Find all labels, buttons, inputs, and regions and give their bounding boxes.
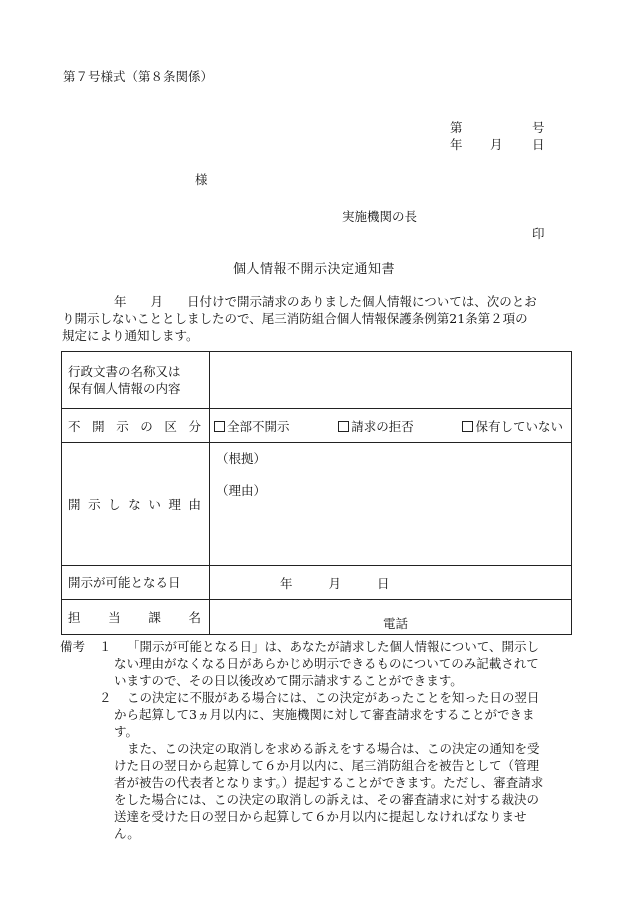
note-2-line-6: 者が被告の代表者となります。）提起することができます。ただし、審査請求 [114, 775, 544, 790]
label-reason: 開 示 し な い 理 由 [62, 443, 210, 566]
label-available-date: 開示が可能となる日 [62, 566, 210, 600]
option-request-refused[interactable]: 請求の拒否 [338, 417, 414, 435]
intro-paragraph [62, 293, 584, 344]
option-full-nondisclosure[interactable]: 全部不開示 [214, 417, 290, 435]
label-document-name: 行政文書の名称又は 保有個人情報の内容 [62, 352, 210, 409]
value-department[interactable] [210, 600, 572, 635]
checkbox-icon[interactable] [338, 421, 349, 432]
note-2-line-5: けた日の翌日から起算して６か月以内に、尾三消防組合を被告として（管理 [114, 758, 540, 773]
note-2-line-7: をした場合には、この決定の取消しの訴えは、その審査請求に対する裁決の [114, 792, 540, 807]
note-2-line-2: から起算して3ヵ月以内に、実施機関に対して審査請求をすることができま [114, 707, 535, 722]
document-title: 個人情報不開示決定通知書 [233, 262, 396, 277]
table-row-available-date [62, 566, 572, 600]
note-1-line-1: 「開示が可能となる日」は、あなたが請求した個人情報について、開示し [127, 639, 540, 654]
checkbox-icon[interactable] [462, 421, 473, 432]
checkbox-icon[interactable] [214, 421, 225, 432]
label-category: 不 開 示 の 区 分 [62, 409, 210, 443]
note-1-number: １ [99, 639, 112, 654]
value-available-date[interactable]: 年 月 日 [210, 566, 572, 600]
intro-line-3: 規定により通知します。 [62, 328, 199, 343]
note-2-line-8: 送達を受けた日の翌日から起算して６か月以内に提起しなければなりませ [114, 809, 527, 824]
intro-year: 年 [114, 294, 127, 309]
note-2-line-1: この決定に不服がある場合には、この決定があったことを知った日の翌日 [127, 690, 540, 705]
intro-month: 月 [150, 294, 164, 309]
value-document-name[interactable] [210, 352, 572, 409]
intro-line-1 [62, 293, 584, 310]
disclosure-table [61, 351, 572, 635]
document-number-suffix: 号 [532, 120, 545, 135]
note-2-line-9: ん。 [114, 826, 140, 841]
note-2-line-4: また、この決定の取消しを求める訴えをする場合は、この決定の通知を受 [127, 741, 540, 756]
table-row-document-name [62, 352, 572, 409]
seal-mark: 印 [532, 226, 545, 241]
value-reason[interactable] [210, 443, 572, 566]
basis-label: （根拠） [216, 451, 267, 466]
intro-line-2: り開示しないこととしましたので、尾三消防組合個人情報保護条例第21条第２項の [62, 311, 528, 326]
table-row-reason [62, 443, 572, 566]
note-1-line-2: ない理由がなくなる日があらかじめ明示できるものについてのみ記載されて [114, 656, 539, 671]
form-number: 第７号様式（第８条関係） [63, 69, 214, 84]
intro-line-1-rest: 日付けで開示請求のありました個人情報については、次のとお [187, 294, 537, 309]
document-number-prefix: 第 [450, 120, 463, 135]
note-1-line-3: いますので、その日以後改めて開示請求することができます。 [114, 673, 463, 688]
table-row-department [62, 600, 572, 635]
table-row-category [62, 409, 572, 443]
date-month: 月 [490, 137, 503, 152]
date-year: 年 [450, 137, 463, 152]
date-day: 日 [532, 137, 545, 152]
value-category [210, 409, 572, 443]
note-2-line-3: す。 [114, 724, 139, 739]
addressee-suffix: 様 [195, 172, 208, 187]
issuer-title: 実施機関の長 [342, 209, 418, 224]
notes-heading: 備考 [60, 639, 86, 654]
note-2-number: ２ [99, 690, 112, 705]
reason-label: （理由） [216, 483, 267, 498]
telephone-label: 電話 [382, 616, 408, 631]
option-not-held[interactable]: 保有していない [462, 417, 563, 435]
label-department: 担 当 課 名 [62, 600, 210, 635]
